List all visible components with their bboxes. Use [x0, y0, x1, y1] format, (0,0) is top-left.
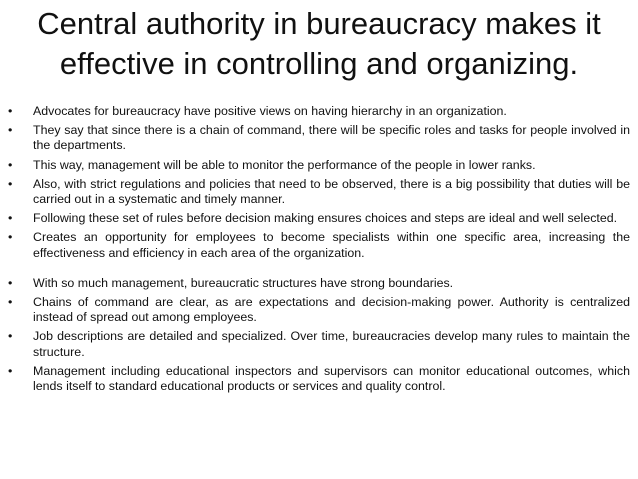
bullet-text: This way, management will be able to monitor the performance of the people in lower ranks. — [33, 157, 536, 172]
bullet-dot-icon: • — [8, 295, 13, 310]
bullet-dot-icon: • — [8, 176, 13, 191]
bullet-text: Advocates for bureaucracy have positive views on having hierarchy in an organization. — [33, 104, 507, 118]
bullet-dot-icon: • — [8, 104, 13, 118]
bullet-item — [8, 276, 630, 291]
bullet-item — [8, 104, 630, 119]
bullet-text: They say that since there is a chain of command, there will be specific roles and tasks for people involved in the departments. — [33, 123, 630, 153]
bullet-dot-icon: • — [8, 123, 13, 138]
bullet-item — [8, 329, 630, 359]
bullet-text: Job descriptions are detailed and specialized. Over time, bureaucracies develop many rules to maintain the structure. — [33, 329, 630, 359]
bullet-text: With so much management, bureaucratic structures have strong boundaries. — [33, 275, 454, 290]
bullet-dot-icon: • — [8, 329, 13, 344]
bullet-dot-icon: • — [8, 275, 13, 290]
bullet-item — [8, 158, 630, 173]
bullet-dot-icon: • — [8, 230, 13, 245]
bullet-dot-icon: • — [8, 211, 13, 226]
bullet-text: Following these set of rules before decision making ensures choices and steps are ideal and well selected. — [33, 211, 618, 226]
bullet-item — [8, 230, 630, 260]
bullet-item — [8, 177, 630, 207]
bullet-item — [8, 123, 630, 153]
bullet-text: Also, with strict regulations and policies that need to be observed, there is a big possibility that duties will be carried out in a systematic and timely manner. — [33, 176, 630, 207]
bullet-dot-icon: • — [8, 363, 13, 378]
bullet-text: Chains of command are clear, as are expectations and decision-making power. Authority is centralized instead of spread out among employees. — [33, 295, 630, 325]
bullet-dot-icon: • — [8, 157, 13, 172]
title-line-2: effective in controlling and organizing. — [59, 46, 579, 81]
slide-title — [0, 0, 638, 84]
bullet-item — [8, 364, 630, 394]
bullet-item — [8, 211, 630, 226]
bullet-text: Management including educational inspectors and supervisors can monitor educational outcomes, which lends itself to standard educational products or services and quality control. — [33, 363, 630, 394]
bullet-item — [8, 295, 630, 325]
title-line-1: Central authority in bureaucracy makes it — [37, 6, 601, 41]
bullet-list — [8, 104, 630, 398]
bullet-text: Creates an opportunity for employees to become specialists within one specific area, increasing the effectiveness and efficiency in each area of the organization. — [33, 230, 630, 260]
